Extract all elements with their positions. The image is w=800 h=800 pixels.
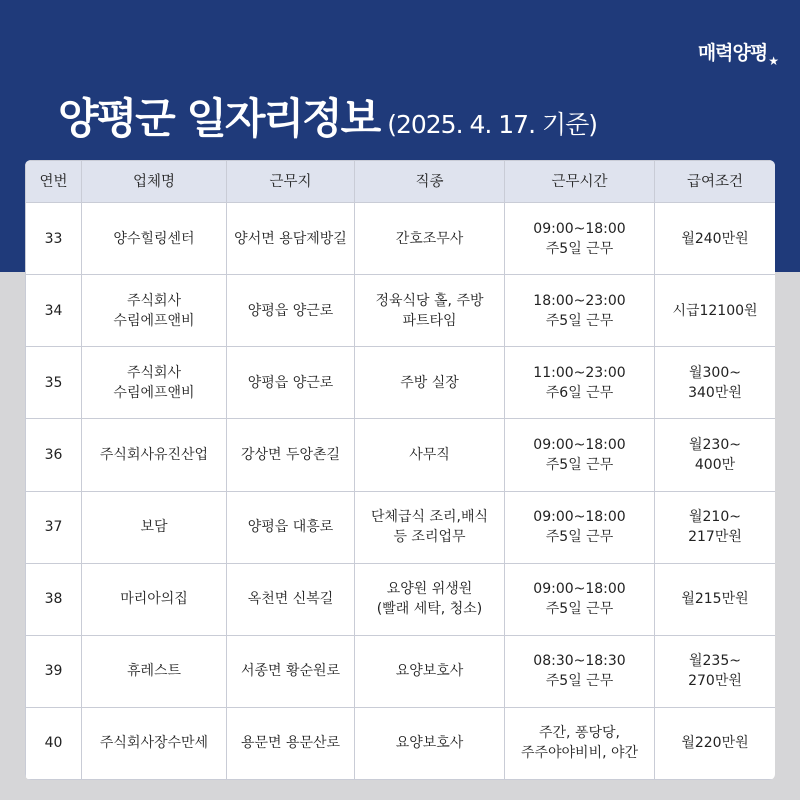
cell-pay-line: 월300~ (689, 364, 741, 381)
header-location: 근무지 (227, 161, 355, 203)
cell-location-line: 강상면 두앙촌길 (240, 446, 341, 463)
cell-job-line: 주방 실장 (400, 374, 459, 391)
cell-company (82, 635, 227, 707)
cell-job (355, 491, 505, 563)
cell-location-line: 서종면 황순원로 (240, 663, 341, 680)
cell-company (82, 347, 227, 419)
cell-pay (655, 491, 776, 563)
cell-pay-line: 월240만원 (681, 230, 749, 247)
cell-hours-line: 주5일 근무 (545, 240, 614, 257)
cell-pay-line: 시급12100원 (672, 302, 758, 319)
cell-hours-line: 주5일 근무 (545, 601, 614, 618)
cell-company-line: 휴레스트 (126, 663, 182, 680)
cell-hours-line: 08:30~18:30 (533, 653, 626, 670)
cell-hours (505, 563, 655, 635)
cell-hours-line: 09:00~18:00 (533, 509, 626, 526)
table-row (26, 491, 776, 563)
title-main: 양평군 일자리정보 (58, 94, 380, 143)
cell-job-line: 단체급식 조리,배식 (370, 509, 489, 526)
cell-location (227, 203, 355, 275)
table-row (26, 635, 776, 707)
cell-pay (655, 563, 776, 635)
cell-pay (655, 635, 776, 707)
cell-hours (505, 707, 655, 779)
cell-pay-line: 400만 (694, 456, 736, 473)
cell-job-line: (빨래 세탁, 청소) (376, 601, 483, 618)
cell-location (227, 347, 355, 419)
cell-hours (505, 275, 655, 347)
star-icon: ★ (768, 54, 778, 68)
cell-no: 39 (26, 635, 82, 707)
header-no: 연번 (26, 161, 82, 203)
cell-location (227, 707, 355, 779)
cell-company (82, 203, 227, 275)
cell-company-line: 주식회사장수만세 (99, 735, 209, 752)
cell-company (82, 419, 227, 491)
cell-job-line: 요양원 위생원 (386, 581, 473, 598)
table-row (26, 419, 776, 491)
cell-location (227, 635, 355, 707)
cell-job-line: 등 조리업무 (393, 529, 466, 546)
cell-no: 34 (26, 275, 82, 347)
cell-location (227, 491, 355, 563)
header-pay: 급여조건 (655, 161, 776, 203)
cell-hours-line: 11:00~23:00 (533, 364, 626, 381)
cell-job (355, 563, 505, 635)
page-title (58, 86, 597, 146)
cell-company-line: 양수힐링센터 (113, 230, 195, 247)
cell-location-line: 용문면 용문산로 (240, 735, 341, 752)
cell-pay-line: 월215만원 (681, 591, 749, 608)
cell-hours-line: 주5일 근무 (545, 456, 614, 473)
cell-job (355, 275, 505, 347)
cell-hours-line: 09:00~18:00 (533, 436, 626, 453)
cell-hours-line: 주5일 근무 (545, 529, 614, 546)
cell-location (227, 563, 355, 635)
cell-job (355, 707, 505, 779)
cell-pay-line: 270만원 (688, 673, 742, 690)
cell-location (227, 419, 355, 491)
cell-location-line: 양평읍 양근로 (247, 374, 334, 391)
cell-pay-line: 340만원 (688, 384, 742, 401)
cell-pay-line: 월210~ (689, 509, 741, 526)
cell-job-line: 요양보호사 (395, 663, 464, 680)
cell-hours-line: 18:00~23:00 (533, 292, 626, 309)
cell-no: 38 (26, 563, 82, 635)
cell-hours-line: 주주야야비비, 야간 (520, 745, 639, 762)
cell-job (355, 347, 505, 419)
cell-job-line: 요양보호사 (395, 735, 464, 752)
cell-company-line: 마리아의집 (120, 591, 188, 608)
table-row (26, 275, 776, 347)
table-row (26, 707, 776, 779)
cell-company-line: 주식회사 (126, 364, 182, 381)
table-row (26, 203, 776, 275)
cell-company-line: 주식회사 (126, 292, 182, 309)
cell-no: 36 (26, 419, 82, 491)
cell-hours-line: 주5일 근무 (545, 673, 614, 690)
cell-company-line: 수림에프앤비 (113, 384, 195, 401)
brand-logo (698, 38, 778, 68)
cell-job (355, 203, 505, 275)
cell-job-line: 파트타임 (402, 312, 457, 329)
cell-company (82, 563, 227, 635)
table-header-row (26, 161, 776, 203)
header-job: 직종 (355, 161, 505, 203)
cell-location-line: 옥천면 신복길 (247, 591, 334, 608)
cell-hours (505, 419, 655, 491)
cell-company (82, 275, 227, 347)
cell-job (355, 419, 505, 491)
header-hours: 근무시간 (505, 161, 655, 203)
cell-hours-line: 09:00~18:00 (533, 220, 626, 237)
cell-job-line: 사무직 (409, 446, 450, 463)
cell-hours (505, 347, 655, 419)
cell-hours (505, 491, 655, 563)
table-row (26, 347, 776, 419)
cell-pay-line: 월230~ (689, 436, 741, 453)
cell-location-line: 양서면 용담제방길 (234, 230, 347, 247)
cell-pay (655, 419, 776, 491)
cell-no: 37 (26, 491, 82, 563)
cell-hours (505, 635, 655, 707)
cell-company-line: 보담 (140, 519, 168, 536)
cell-pay (655, 707, 776, 779)
cell-company-line: 주식회사유진산업 (99, 446, 209, 463)
cell-hours-line: 주간, 퐁당당, (539, 725, 620, 742)
cell-hours-line: 주5일 근무 (545, 312, 614, 329)
cell-pay (655, 347, 776, 419)
cell-company-line: 수림에프앤비 (113, 312, 195, 329)
cell-no: 33 (26, 203, 82, 275)
cell-job (355, 635, 505, 707)
cell-hours-line: 09:00~18:00 (533, 581, 626, 598)
header-company: 업체명 (82, 161, 227, 203)
cell-pay (655, 275, 776, 347)
cell-no: 40 (26, 707, 82, 779)
cell-job-line: 간호조무사 (395, 230, 464, 247)
table-row (26, 563, 776, 635)
cell-pay-line: 월235~ (689, 653, 741, 670)
cell-pay-line: 월220만원 (681, 735, 749, 752)
cell-job-line: 정육식당 홀, 주방 (375, 292, 484, 309)
table-body (26, 203, 776, 780)
cell-hours-line: 주6일 근무 (545, 384, 614, 401)
cell-no: 35 (26, 347, 82, 419)
cell-location (227, 275, 355, 347)
cell-company (82, 707, 227, 779)
cell-company (82, 491, 227, 563)
cell-hours (505, 203, 655, 275)
cell-pay (655, 203, 776, 275)
cell-pay-line: 217만원 (688, 529, 742, 546)
title-date: (2025. 4. 17. 기준) (387, 110, 598, 139)
cell-location-line: 양평읍 양근로 (247, 302, 334, 319)
jobs-table (25, 160, 775, 780)
jobs-table-card (25, 160, 775, 780)
cell-location-line: 양평읍 대흥로 (247, 519, 334, 536)
logo-text: 매력양평 (697, 42, 768, 64)
